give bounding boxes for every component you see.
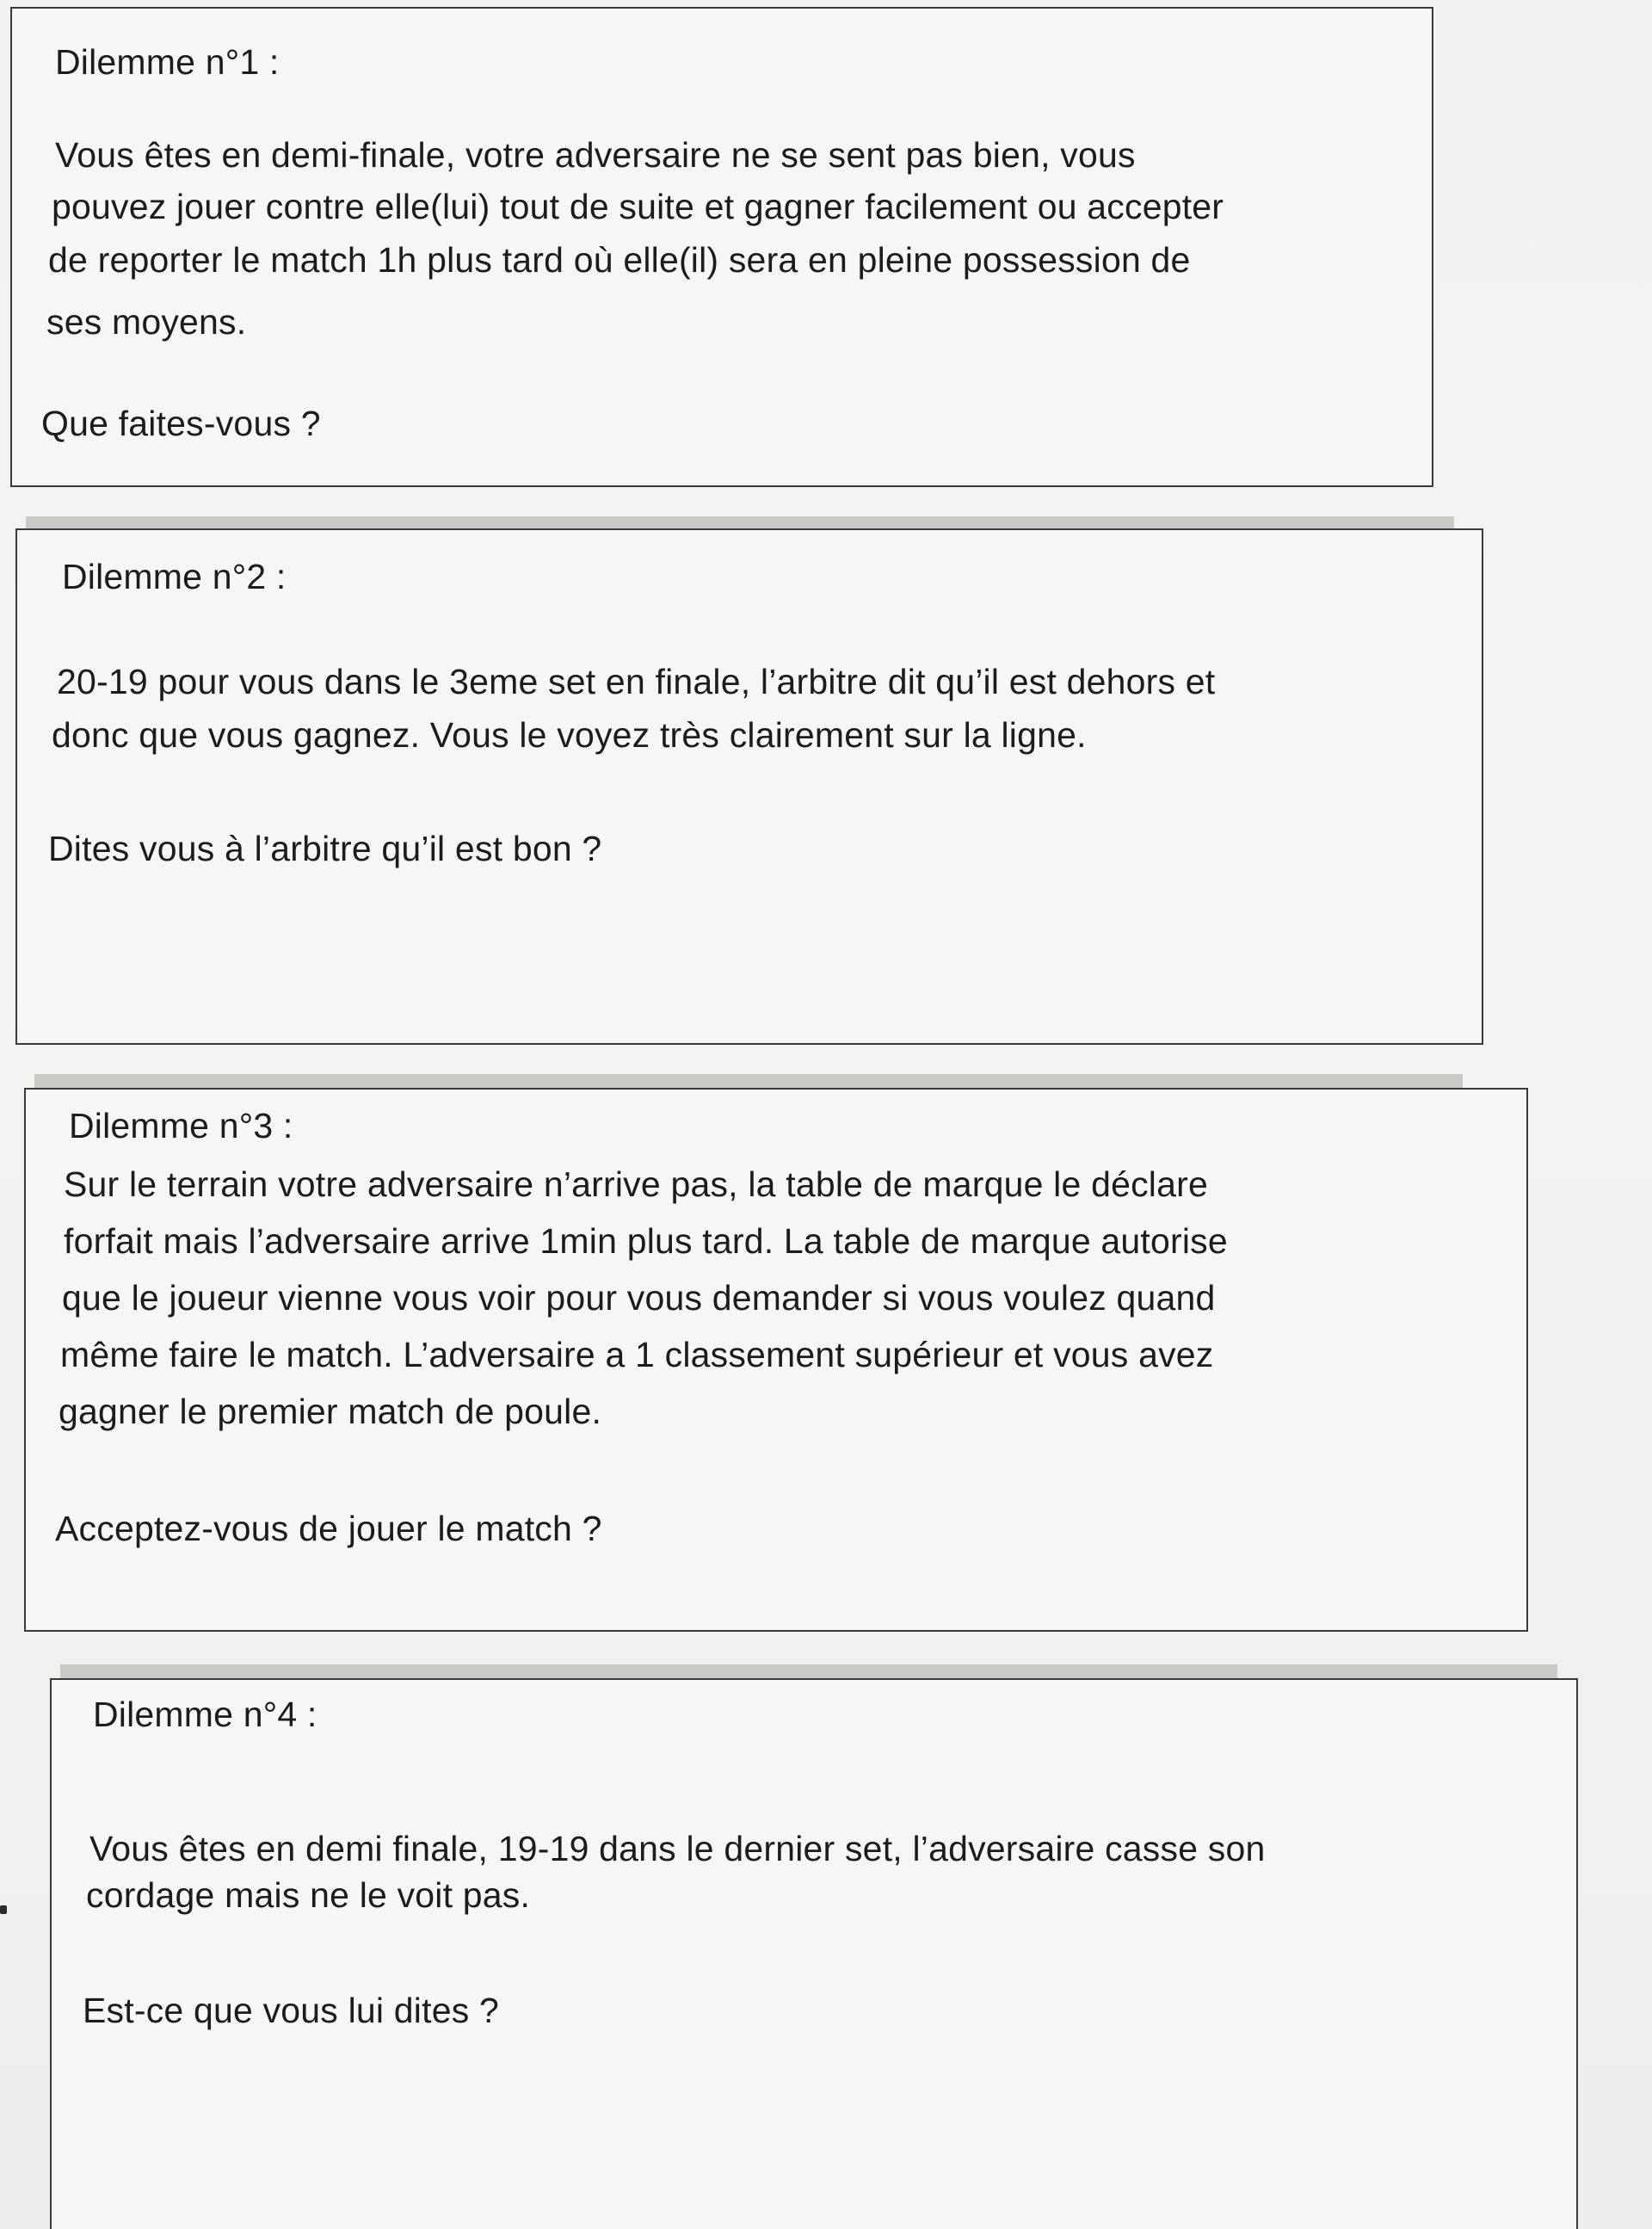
dilemma-question: Est-ce que vous lui dites ?	[83, 1991, 499, 2030]
card-shadow-band	[60, 1664, 1557, 1678]
dilemma-text-line: donc que vous gagnez. Vous le voyez très clairement sur la ligne.	[52, 715, 1087, 755]
dilemma-text-line: Vous êtes en demi-finale, votre adversaire ne se sent pas bien, vous	[55, 135, 1136, 175]
dilemma-text-line: Sur le terrain votre adversaire n’arrive pas, la table de marque le déclare	[64, 1164, 1208, 1204]
dilemma-text-line: pouvez jouer contre elle(lui) tout de suite et gagner facilement ou accepter	[52, 187, 1224, 226]
dilemma-title: Dilemme n°1 :	[55, 42, 280, 82]
dilemma-question: Acceptez-vous de jouer le match ?	[55, 1509, 602, 1548]
dilemma-text-line: cordage mais ne le voit pas.	[86, 1875, 531, 1915]
dilemma-text-line: même faire le match. L’adversaire a 1 classement supérieur et vous avez	[60, 1335, 1214, 1374]
dilemma-title: Dilemme n°2 :	[62, 557, 287, 596]
dilemma-text-line: gagner le premier match de poule.	[59, 1392, 602, 1431]
dilemma-text-line: forfait mais l’adversaire arrive 1min plus tard. La table de marque autorise	[64, 1221, 1228, 1261]
dilemma-card-3	[24, 1088, 1528, 1632]
dilemma-title: Dilemme n°4 :	[93, 1695, 317, 1734]
card-shadow-band	[34, 1074, 1463, 1088]
dilemma-title: Dilemme n°3 :	[69, 1106, 293, 1145]
dilemma-text-line: de reporter le match 1h plus tard où elle(il) sera en pleine possession de	[48, 240, 1191, 280]
dilemma-card-1	[10, 7, 1433, 487]
card-shadow-band	[26, 516, 1454, 528]
punch-mark	[0, 1905, 7, 1914]
dilemma-question: Dites vous à l’arbitre qu’il est bon ?	[48, 829, 602, 868]
dilemma-card-4	[50, 1678, 1578, 2229]
dilemma-text-line: 20-19 pour vous dans le 3eme set en finale, l’arbitre dit qu’il est dehors et	[57, 662, 1216, 701]
dilemma-text-line: ses moyens.	[46, 302, 247, 342]
dilemma-card-2	[15, 528, 1483, 1045]
dilemma-text-line: Vous êtes en demi finale, 19-19 dans le dernier set, l’adversaire casse son	[89, 1829, 1266, 1868]
dilemma-question: Que faites-vous ?	[41, 404, 321, 443]
dilemma-text-line: que le joueur vienne vous voir pour vous demander si vous voulez quand	[62, 1278, 1216, 1318]
